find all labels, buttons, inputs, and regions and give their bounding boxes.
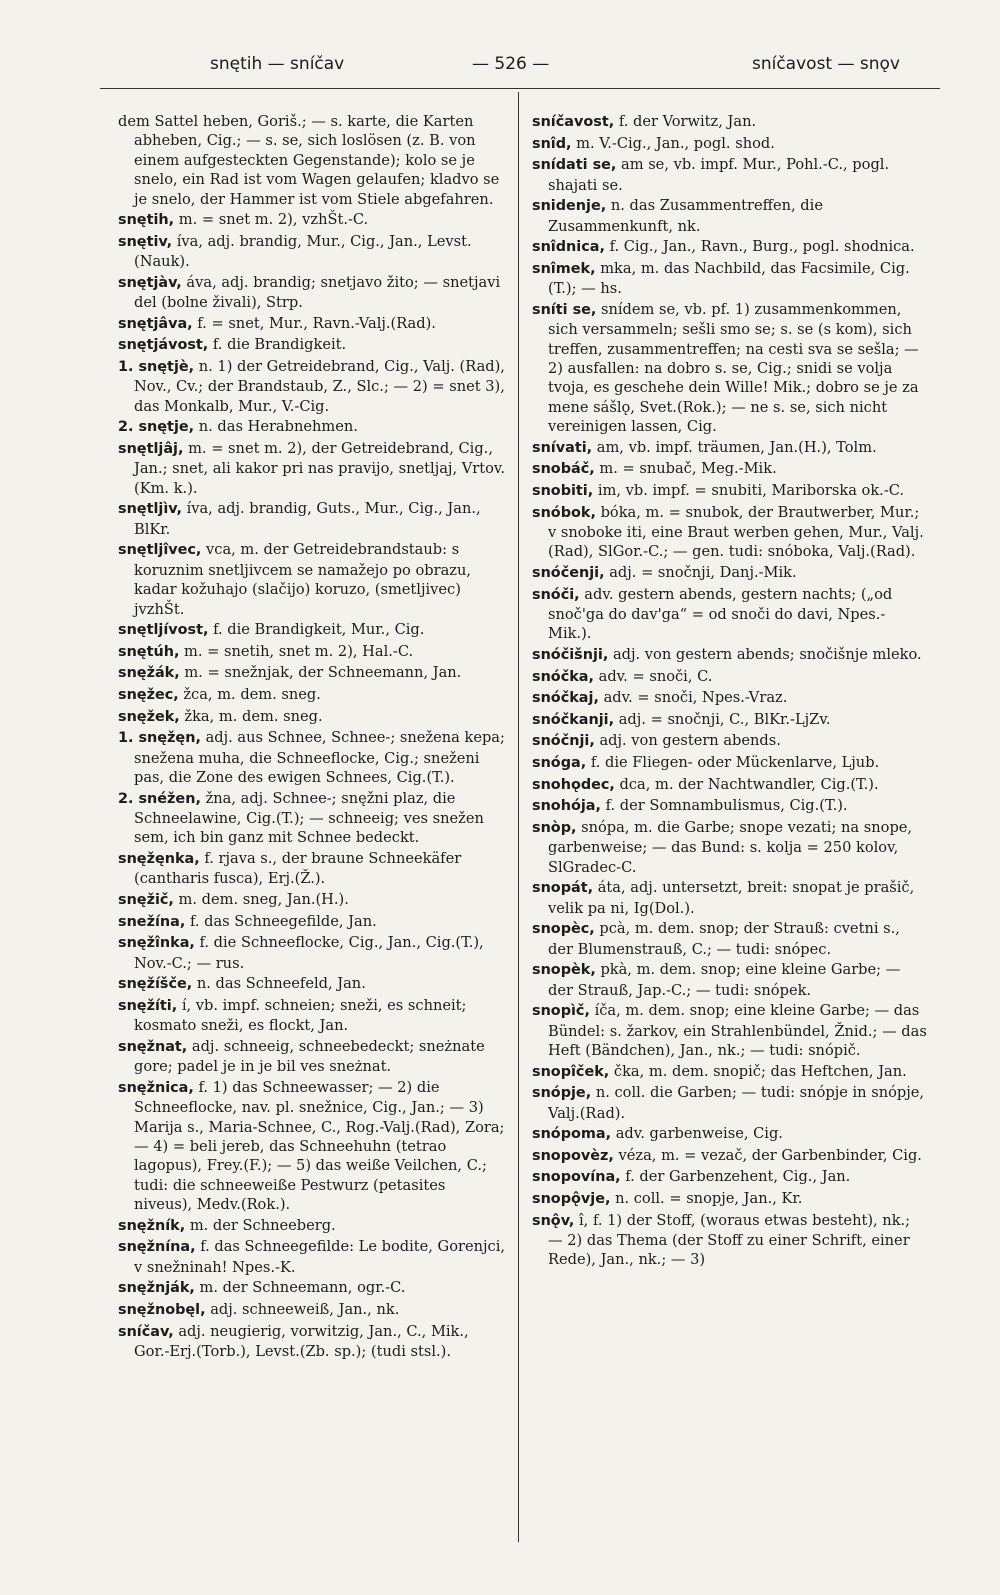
entry-headword: snežína,: [118, 913, 186, 930]
header-right-guide-words: sníčavost — snǫv: [751, 54, 900, 74]
right-column: [532, 112, 928, 1271]
entry-headword: snopèc,: [532, 921, 595, 938]
entry-definition: f. = snet, Mur., Ravn.-Valj.(Rad).: [197, 314, 436, 332]
entry-definition: f. das Schneegefilde: Le bodite, Gorenjci, v snežninah! Npes.-K.: [134, 1238, 506, 1276]
entry-headword: sníčavost,: [532, 114, 615, 130]
dictionary-entry: [532, 112, 928, 132]
dictionary-entry: [532, 645, 928, 665]
entry-headword: snopovína,: [532, 1169, 621, 1186]
entry-definition: adv. gestern abends, gestern nachts; („od snoč'ga do dav'ga“ = od snoči do davi, Npes.-Mik.).: [548, 585, 893, 643]
entry-headword: snętjàv,: [118, 274, 182, 291]
entry-definition: f. die Brandigkeit, Mur., Cig.: [213, 621, 425, 639]
dictionary-entry: [532, 818, 928, 877]
entry-definition: f. das Schneegefilde, Jan.: [189, 912, 377, 930]
entry-definition: žka, m. dem. sneg.: [184, 707, 323, 725]
entry-definition: čka, m. dem. snopič; das Heftchen, Jan.: [613, 1062, 907, 1080]
entry-headword: snęžnják,: [118, 1280, 195, 1297]
entry-headword: snidenje,: [532, 198, 607, 215]
entry-definition: n. 1) der Getreidebrand, Cig., Valj. (Rad), Nov., Cv.; der Brandstaub, Z., Slc.; — 2) = snet 3), das Monkalb, Mur., V.-Cig.: [134, 358, 505, 415]
dictionary-entry: [118, 439, 506, 498]
dictionary-entry: [118, 1037, 506, 1077]
entry-headword: snęžnica,: [118, 1079, 194, 1096]
dictionary-entry: [118, 112, 506, 209]
entry-definition: adj. schneeweiß, Jan., nk.: [210, 1301, 400, 1318]
entry-definition: î, f. 1) der Stoff, (woraus etwas besteht), nk.; — 2) das Thema (der Stoff zu einer Schrift, einer Rede), Jan., nk.; — 3): [548, 1211, 911, 1269]
dictionary-entry: [118, 335, 506, 355]
entry-headword: snęžęnka,: [118, 851, 200, 867]
entry-definition: adj. = snočnji, Danj.-Mik.: [609, 564, 797, 581]
entry-definition: m. dem. sneg, Jan.(H.).: [178, 891, 349, 908]
entry-headword: snopèk,: [532, 962, 596, 979]
entry-headword: snídati se,: [532, 157, 617, 174]
dictionary-entry: [118, 314, 506, 334]
entry-headword: snopìč,: [532, 1003, 590, 1020]
entry-definition: f. Cig., Jan., Ravn., Burg., pogl. shodnica.: [609, 238, 915, 256]
entry-headword: snętih,: [118, 212, 175, 229]
entry-definition: m. der Schneeberg.: [189, 1216, 336, 1234]
entry-headword: snętljîvec,: [118, 542, 202, 559]
entry-headword: snívati,: [532, 439, 593, 456]
dictionary-entry: [532, 1062, 928, 1082]
dictionary-entry: [532, 1211, 928, 1270]
entry-definition: f. die Brandigkeit.: [212, 336, 347, 354]
entry-definition: n. coll. die Garben; — tudi: snópje in snópje, Valj.(Rad).: [548, 1084, 925, 1122]
entry-definition: í, vb. impf. schneien; sneži, es schneit; kosmato sneži, es flockt, Jan.: [134, 996, 467, 1035]
dictionary-entry: [532, 259, 928, 299]
dictionary-entry: [532, 1167, 928, 1187]
entry-headword: snohǫdec,: [532, 776, 615, 793]
dictionary-entry: [118, 1278, 506, 1298]
entry-definition: am, vb. impf. träumen, Jan.(H.), Tolm.: [596, 438, 877, 456]
entry-headword: snòp,: [532, 819, 577, 836]
entry-definition: m. = snetih, snet m. 2), Hal.-C.: [184, 642, 414, 660]
entry-definition: dca, m. der Nachtwandler, Cig.(T.).: [619, 775, 879, 793]
entry-definition: f. die Schneeflocke, Cig., Jan., Cig.(T.), Nov.-C.; — rus.: [134, 934, 484, 972]
dictionary-entry: [118, 663, 506, 683]
entry-definition: dem Sattel heben, Goriš.; — s. karte, die Karten abheben, Cig.; — s. se, sich loslösen (z. B. von einem aufgesteckten Gegenstande); kolo se je snelo, ein Rad ist vom Wagen gelaufen; kladvo se je snelo, der Hammer ist vom Stiele abgefahren.: [118, 113, 500, 208]
entry-definition: adv. garbenweise, Cig.: [615, 1125, 783, 1143]
entry-definition: adj. aus Schnee, Schnee-; snežena kepa; snežena muha, die Schneeflocke, Cig.; sneženi pas, die Zone des ewigen Schnees, Cig.(T.).: [134, 729, 505, 786]
dictionary-entry: [118, 933, 506, 973]
dictionary-entry: [118, 1300, 506, 1320]
entry-definition: m. V.-Cig., Jan., pogl. shod.: [576, 134, 775, 152]
entry-definition: adv. = snoči, Npes.-Vraz.: [603, 689, 788, 707]
entry-definition: žca, m. dem. sneg.: [183, 686, 321, 703]
entry-headword: snóči,: [532, 586, 580, 603]
dictionary-entry: [532, 563, 928, 583]
dictionary-entry: [118, 417, 506, 437]
entry-headword: snohója,: [532, 798, 601, 815]
dictionary-entry: [532, 1083, 928, 1123]
entry-definition: n. das Zusammentreffen, die Zusammenkunft, nk.: [548, 197, 823, 235]
dictionary-entry: [118, 232, 506, 272]
entry-headword: snóbok,: [532, 504, 596, 521]
dictionary-entry: [532, 878, 928, 918]
entry-definition: m. der Schneemann, ogr.-C.: [199, 1279, 406, 1297]
dictionary-entry: [532, 196, 928, 236]
dictionary-entry: [118, 499, 506, 539]
entry-definition: adj. schneeig, schneebedeckt; sneżnate gore; padel je in je bil ves sneżnat.: [134, 1037, 485, 1076]
entry-headword: snęžnína,: [118, 1239, 196, 1256]
entry-headword: snóčka,: [532, 668, 594, 685]
entry-definition: íča, m. dem. snop; eine kleine Garbe; — das Bündel: s. žarkov, ein Strahlenbündel, Žnid.; — das Heft (Bändchen), Jan., nk.; — tudi: snópič.: [548, 1002, 927, 1059]
entry-headword: snopǫ̂vje,: [532, 1190, 611, 1207]
entry-headword: snóčkaj,: [532, 690, 599, 707]
entry-headword: snóčenji,: [532, 565, 605, 581]
entry-definition: áta, adj. untersetzt, breit: snopat je prašič, velik pa ni, Ig(Dol.).: [548, 879, 915, 917]
entry-headword: snęžák,: [118, 665, 180, 682]
entry-headword: 2. snętje,: [118, 419, 195, 436]
entry-headword: snętljìv,: [118, 501, 182, 518]
entry-definition: adv. = snoči, C.: [598, 667, 713, 685]
entry-headword: snópoma,: [532, 1126, 612, 1143]
dictionary-entry: [118, 849, 506, 889]
dictionary-entry: [532, 796, 928, 816]
entry-headword: snęžič,: [118, 892, 174, 908]
entry-headword: snęžíti,: [118, 997, 178, 1014]
entry-headword: snęžíšče,: [118, 976, 193, 993]
entry-headword: snętljâj,: [118, 441, 184, 457]
entry-headword: 1. snęžęn,: [118, 730, 201, 747]
entry-headword: snîdnica,: [532, 239, 605, 256]
entry-headword: snóčišnji,: [532, 647, 609, 663]
entry-headword: snobiti,: [532, 483, 594, 499]
entry-definition: f. 1) das Schneewasser; — 2) die Schneeflocke, nav. pl. snežnice, Cig., Jan.; — 3) Marija s., Maria-Schnee, C., Rog.-Valj.(Rad), Zora; — 4) = beli jereb, das Schneehuhn (tetrao lagopus), Frey.(F.); — 5) das weiße Veilchen, C.; tudi: die schneeweiße Pestwurz (petasites niveus), Medv.(Rok.).: [134, 1078, 505, 1214]
entry-headword: snęžek,: [118, 708, 180, 725]
dictionary-entry: [118, 642, 506, 662]
entry-definition: mka, m. das Nachbild, das Facsimile, Cig.(T.); — hs.: [548, 259, 910, 298]
entry-definition: snópa, m. die Garbe; snope vezati; na snope, garbenweise; — das Bund: s. kolja = 250 kolov, SlGradec-C.: [548, 818, 913, 876]
dictionary-entry: [532, 481, 928, 501]
entry-headword: snópje,: [532, 1085, 592, 1102]
entry-definition: adj. von gestern abends.: [599, 732, 781, 750]
entry-headword: snętjâva,: [118, 315, 193, 332]
dictionary-entry: [532, 1124, 928, 1144]
entry-headword: sníčav,: [118, 1323, 174, 1340]
entry-headword: snóčnji,: [532, 733, 595, 750]
entry-definition: f. der Garbenzehent, Cig., Jan.: [625, 1168, 851, 1186]
entry-headword: snóčkanji,: [532, 711, 615, 728]
dictionary-entry: [118, 685, 506, 705]
entry-definition: f. die Fliegen- oder Mückenlarve, Ljub.: [590, 753, 880, 771]
dictionary-entry: [532, 438, 928, 458]
entry-definition: m. = snubač, Meg.-Mik.: [599, 460, 777, 478]
entry-headword: snętúh,: [118, 643, 180, 660]
entry-headword: snopovèz,: [532, 1147, 614, 1164]
entry-definition: vca, m. der Getreidebrandstaub: s koruznim snetljivcem se namažejo po obrazu, kadar kožuhajo (slačijo) koruzo, (smetljivec) jvzhŠt.: [134, 541, 471, 618]
dictionary-entry: [532, 300, 928, 437]
entry-definition: f. rjava s., der braune Schneekäfer (cantharis fusca), Erj.(Ž.).: [134, 850, 462, 888]
dictionary-entry: [532, 155, 928, 195]
dictionary-entry: [118, 620, 506, 640]
dictionary-entry: [532, 237, 928, 257]
entry-definition: íva, adj. brandig, Guts., Mur., Cig., Jan., BlKr.: [134, 500, 481, 538]
dictionary-entry: [532, 585, 928, 644]
entry-headword: snîd,: [532, 135, 572, 152]
entry-headword: snętjávost,: [118, 337, 209, 354]
dictionary-entry: [118, 1078, 506, 1215]
entry-definition: véza, m. = vezač, der Garbenbinder, Cig.: [618, 1146, 922, 1164]
dictionary-entry: [532, 775, 928, 795]
dictionary-entry: [532, 710, 928, 730]
dictionary-entry: [118, 210, 506, 230]
entry-definition: n. das Schneefeld, Jan.: [196, 975, 366, 993]
dictionary-entry: [118, 1322, 506, 1362]
dictionary-entry: [532, 1001, 928, 1060]
entry-headword: snęžnobęl,: [118, 1302, 206, 1318]
entry-headword: snopát,: [532, 880, 594, 897]
entry-headword: snopîček,: [532, 1063, 610, 1080]
entry-definition: pkà, m. dem. snop; eine kleine Garbe; — der Strauß, Jap.-C.; — tudi: snópek.: [548, 961, 901, 999]
dictionary-entry: [532, 134, 928, 154]
dictionary-entry: [532, 667, 928, 687]
entry-definition: im, vb. impf. = snubiti, Mariborska ok.-C.: [597, 482, 905, 499]
entry-definition: adj. = snočnji, C., BlKr.-LjZv.: [618, 710, 831, 728]
entry-definition: snídem se, vb. pf. 1) zusammenkommen, sich versammeln; sešli smo se; s. se (s kom), sich treffen, zusammentreffen; na cesti sva se sešla; — 2) ausfallen: na dobro s. se, Cig.; snidi se volja tvoja, es geschehe dein Wille! Mik.; dobro se je za mene sášlǫ, Svet.(Rok.); — ne s. se, sich nicht vereinigen lassen, Cig.: [548, 300, 919, 436]
entry-definition: m. = snet m. 2), der Getreidebrand, Cig., Jan.; snet, ali kakor pri nas pravijo, snetljaj, Vrtov.(Km. k.).: [134, 440, 506, 497]
entry-headword: snęžnat,: [118, 1038, 188, 1055]
entry-definition: m. = snet m. 2), vzhŠt.-C.: [178, 211, 369, 229]
column-divider: [518, 92, 519, 1542]
entry-definition: pcà, m. dem. snop; der Strauß: cvetni s., der Blumenstrauß, C.; — tudi: snópec.: [548, 920, 900, 958]
page-number: — 526 —: [472, 54, 550, 74]
entry-headword: sníti se,: [532, 301, 597, 318]
dictionary-entry: [532, 753, 928, 773]
entry-definition: žna, adj. Schnee-; snęžni plaz, die Schneelawine, Cig.(T.); — schneeig; ves snežen sem, ich bin ganz mit Schnee bedeckt.: [134, 789, 484, 847]
dictionary-entry: [532, 731, 928, 751]
entry-headword: snîmek,: [532, 260, 596, 277]
dictionary-entry: [532, 1189, 928, 1209]
header-left-guide-words: snętih — sníčav: [210, 54, 345, 74]
entry-headword: snętljívost,: [118, 622, 209, 639]
dictionary-entry: [118, 789, 506, 848]
entry-definition: f. der Somnambulismus, Cig.(T.).: [605, 797, 848, 815]
dictionary-entry: [532, 1146, 928, 1166]
dictionary-entry: [118, 1216, 506, 1236]
dictionary-entry: [532, 503, 928, 562]
dictionary-entry: [118, 890, 506, 910]
left-column: [118, 112, 506, 1363]
dictionary-entry: [532, 960, 928, 1000]
entry-definition: adj. von gestern abends; snočišnje mleko.: [612, 646, 922, 663]
entry-headword: snęžník,: [118, 1217, 186, 1234]
dictionary-entry: [118, 707, 506, 727]
entry-definition: bóka, m. = snubok, der Brautwerber, Mur.; v snoboke iti, eine Braut werben gehen, Mur., Valj.(Rad), SlGor.-C.; — gen. tudi: snóboka, Valj.(Rad).: [548, 503, 924, 561]
entry-headword: snǫ̂v,: [532, 1212, 575, 1229]
entry-definition: am se, vb. impf. Mur., Pohl.-C., pogl. shajati se.: [548, 156, 890, 194]
page-header: [100, 50, 940, 80]
dictionary-entry: [532, 688, 928, 708]
entry-headword: snóga,: [532, 754, 587, 771]
entry-headword: snęžec,: [118, 687, 179, 703]
dictionary-entry: [118, 912, 506, 932]
dictionary-entry: [532, 459, 928, 479]
dictionary-entry: [118, 728, 506, 787]
dictionary-entry: [118, 273, 506, 313]
dictionary-entry: [118, 996, 506, 1036]
entry-headword: snobáč,: [532, 461, 595, 478]
entry-headword: 2. snéžen,: [118, 790, 201, 807]
entry-definition: f. der Vorwitz, Jan.: [618, 113, 757, 130]
header-rule: [100, 88, 940, 89]
dictionary-entry: [118, 974, 506, 994]
entry-headword: 1. snętjè,: [118, 359, 195, 375]
entry-headword: snęžînka,: [118, 935, 195, 952]
dictionary-entry: [118, 1237, 506, 1277]
entry-definition: m. = snežnjak, der Schneemann, Jan.: [184, 664, 462, 682]
entry-definition: n. coll. = snopje, Jan., Kr.: [615, 1189, 803, 1207]
dictionary-entry: [118, 540, 506, 619]
entry-headword: snętiv,: [118, 233, 173, 250]
entry-definition: adj. neugierig, vorwitzig, Jan., C., Mik., Gor.-Erj.(Torb.), Levst.(Zb. sp.); (tudi stsl.).: [134, 1322, 469, 1360]
entry-definition: íva, adj. brandig, Mur., Cig., Jan., Levst.(Nauk).: [134, 232, 472, 271]
entry-definition: n. das Herabnehmen.: [198, 418, 358, 436]
dictionary-entry: [118, 357, 506, 416]
dictionary-entry: [532, 919, 928, 959]
entry-definition: áva, adj. brandig; snetjavo žito; — snetjavi del (bolne živali), Strp.: [134, 273, 501, 312]
